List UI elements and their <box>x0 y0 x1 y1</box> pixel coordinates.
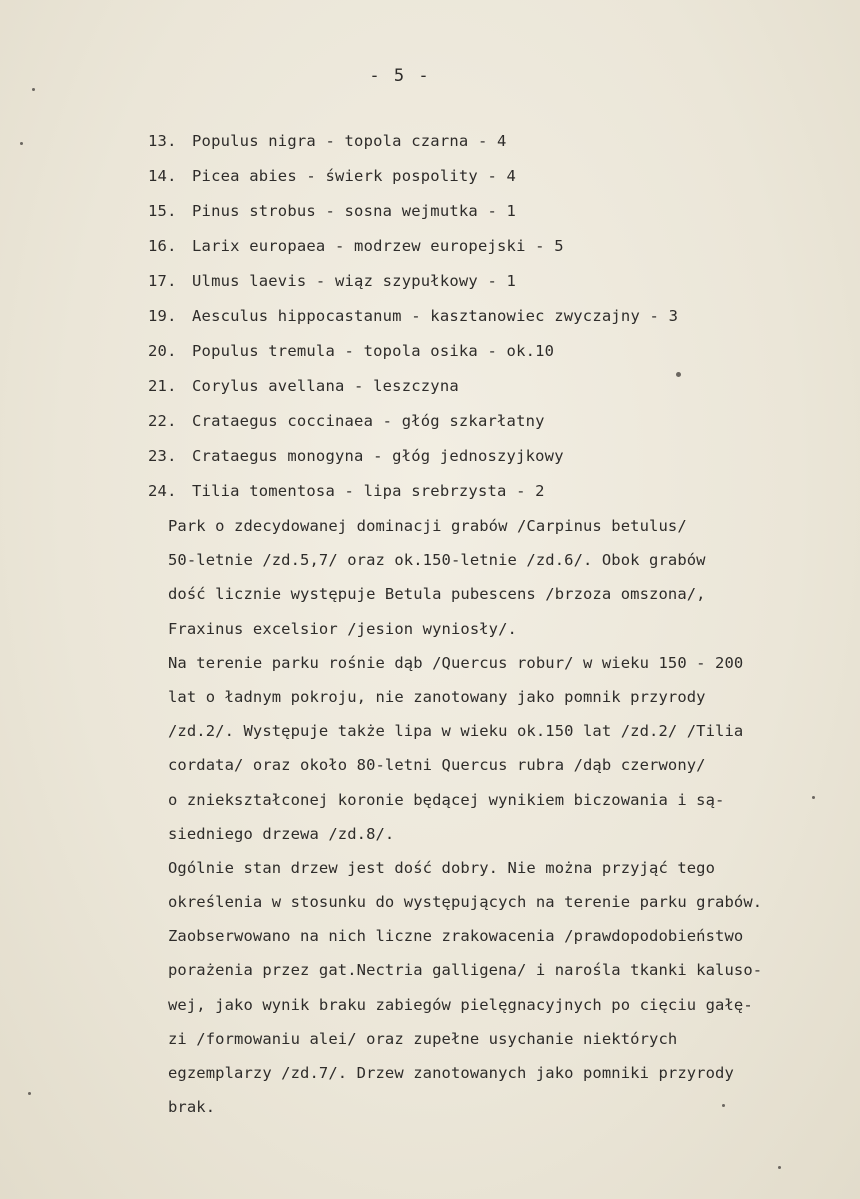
list-item <box>148 198 678 233</box>
item-text: Tilia tomentosa - lipa srebrzysta - 2 <box>192 482 545 500</box>
text-line: porażenia przez gat.Nectria galligena/ i narośla tkanki kaluso- <box>168 961 763 980</box>
item-number: 23. <box>148 447 177 465</box>
list-item <box>148 408 678 443</box>
list-item <box>148 478 678 513</box>
text-line: Fraxinus excelsior /jesion wyniosły/. <box>168 619 517 638</box>
item-number: 17. <box>148 272 177 290</box>
item-number: 13. <box>148 132 177 150</box>
text-line: 50-letnie /zd.5,7/ oraz ok.150-letnie /zd.6/. Obok grabów <box>168 551 706 570</box>
text-line: dość licznie występuje Betula pubescens /brzoza omszona/, <box>168 585 706 604</box>
species-list <box>148 128 678 513</box>
text-line: wej, jako wynik braku zabiegów pielęgnacyjnych po cięciu gałę- <box>168 995 753 1014</box>
page-number: - 5 - <box>369 66 431 86</box>
item-text: Populus nigra - topola czarna - 4 <box>192 132 507 150</box>
item-text: Larix europaea - modrzew europejski - 5 <box>192 237 564 255</box>
text-line: cordata/ oraz około 80-letni Quercus rubra /dąb czerwony/ <box>168 756 706 775</box>
item-number: 24. <box>148 482 177 500</box>
item-text: Crataegus monogyna - głóg jednoszyjkowy <box>192 447 564 465</box>
paper-speck <box>676 372 681 377</box>
item-number: 20. <box>148 342 177 360</box>
text-line: Na terenie parku rośnie dąb /Quercus robur/ w wieku 150 - 200 <box>168 653 744 672</box>
item-text: Aesculus hippocastanum - kasztanowiec zwyczajny - 3 <box>192 307 679 325</box>
text-line: brak. <box>168 1098 216 1117</box>
list-item <box>148 163 678 198</box>
text-line: o zniekształconej koronie będącej wynikiem biczowania i są- <box>168 790 725 809</box>
list-item <box>148 443 678 478</box>
text-line: zi /formowaniu alei/ oraz zupełne usychanie niektórych <box>168 1029 678 1048</box>
list-item <box>148 373 678 408</box>
item-text: Ulmus laevis - wiąz szypułkowy - 1 <box>192 272 517 290</box>
body-text <box>168 512 848 1127</box>
text-line: Ogólnie stan drzew jest dość dobry. Nie można przyjąć tego <box>168 858 716 877</box>
item-number: 19. <box>148 307 177 325</box>
text-line: lat o ładnym pokroju, nie zanotowany jako pomnik przyrody <box>168 687 706 706</box>
text-line: Park o zdecydowanej dominacji grabów /Carpinus betulus/ <box>168 517 687 535</box>
item-text: Populus tremula - topola osika - ok.10 <box>192 342 555 360</box>
paper-speck <box>778 1166 781 1169</box>
item-text: Corylus avellana - leszczyna <box>192 377 459 395</box>
item-number: 15. <box>148 202 177 220</box>
item-number: 14. <box>148 167 177 185</box>
item-number: 16. <box>148 237 177 255</box>
paper-speck <box>722 1104 725 1107</box>
text-line: /zd.2/. Występuje także lipa w wieku ok.150 lat /zd.2/ /Tilia <box>168 722 744 741</box>
item-text: Pinus strobus - sosna wejmutka - 1 <box>192 202 517 220</box>
paper-speck <box>28 1092 31 1095</box>
text-line: siedniego drzewa /zd.8/. <box>168 824 395 843</box>
list-item <box>148 338 678 373</box>
paper-speck <box>812 796 815 799</box>
list-item <box>148 128 678 163</box>
text-line: egzemplarzy /zd.7/. Drzew zanotowanych jako pomniki przyrody <box>168 1064 734 1082</box>
list-item <box>148 303 678 338</box>
paper-speck <box>32 88 35 91</box>
list-item <box>148 233 678 268</box>
item-text: Picea abies - świerk pospolity - 4 <box>192 167 517 185</box>
item-number: 22. <box>148 412 177 430</box>
paper-speck <box>20 142 23 145</box>
list-item <box>148 268 678 303</box>
text-line: określenia w stosunku do występujących na terenie parku grabów. <box>168 893 763 912</box>
item-number: 21. <box>148 377 177 395</box>
item-text: Crataegus coccinaea - głóg szkarłatny <box>192 412 545 430</box>
text-line: Zaobserwowano na nich liczne zrakowacenia /prawdopodobieństwo <box>168 927 744 946</box>
